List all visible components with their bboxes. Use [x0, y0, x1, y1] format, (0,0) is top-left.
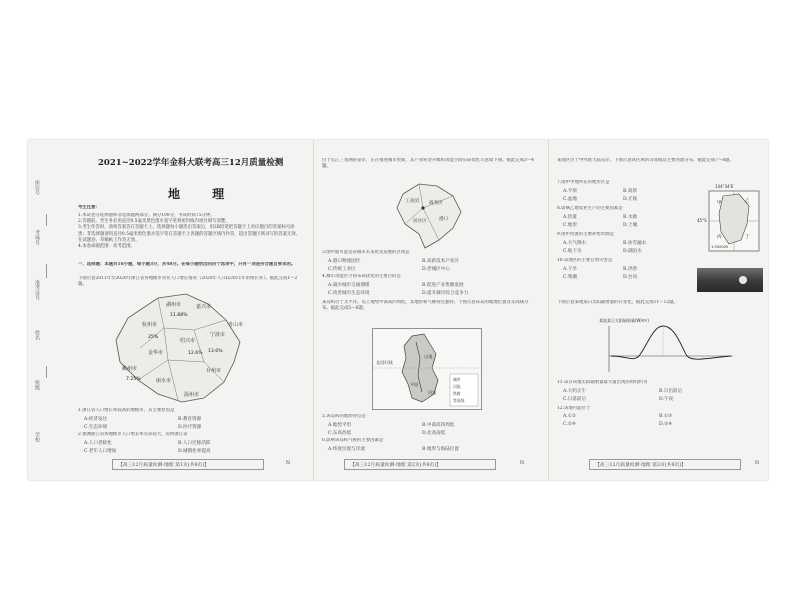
- island-map: [372, 328, 482, 410]
- question-3-option-a[interactable]: A.港口物流园区: [328, 259, 361, 264]
- question-3-option-b[interactable]: B.高新技术产业区: [422, 259, 459, 264]
- map-label-hangzhou: 杭州市: [142, 322, 158, 328]
- question-3-option-c[interactable]: C.传统工业区: [328, 267, 356, 272]
- page-3: [548, 140, 769, 480]
- question-1-option-d[interactable]: D.医疗资源: [178, 425, 202, 430]
- question-8-option-c[interactable]: C.地形: [563, 223, 577, 228]
- map-label-jiaxing: 嘉兴市: [196, 304, 212, 310]
- question-4-option-d[interactable]: D.提升城市综合竞争力: [422, 291, 469, 296]
- map-value: 7.25%: [126, 377, 141, 382]
- question-7-option-c[interactable]: C.盆地: [563, 197, 577, 202]
- sun-icon: [739, 276, 747, 284]
- question-11-option-c[interactable]: C.日落前后: [563, 397, 587, 402]
- legend-item: 等高线: [453, 398, 465, 403]
- question-12-option-c[interactable]: C.②④: [563, 422, 577, 427]
- question-8-stem: 8.影响乙地农业生产的主要因素是: [557, 206, 623, 211]
- page-2-footer-code: N: [520, 461, 525, 466]
- exam-sheet: [28, 140, 768, 480]
- map-label-taizhou: 台州市: [206, 368, 222, 374]
- section-intro: 下图示意2011年至2020年浙江省各地级市常住人口增长情况（2020年人口较2011年的增长率）。据此完成1～2题。: [78, 276, 298, 288]
- map-label-huzhou: 湖州市: [166, 302, 182, 308]
- question-2-option-d[interactable]: D.城镇化率提高: [178, 449, 211, 454]
- question-9-option-c[interactable]: C.地下水: [563, 249, 582, 254]
- binding-margin: [32, 180, 62, 470]
- map-label: 丙: [717, 235, 722, 240]
- page-2: [313, 140, 544, 480]
- map-label-jinhua: 金华市: [148, 350, 164, 356]
- question-8-option-b[interactable]: B.水源: [623, 215, 638, 220]
- map-label-zhoushan: 舟山市: [228, 322, 244, 328]
- question-10-option-d[interactable]: D.台风: [623, 275, 638, 280]
- legend-item: 城市: [453, 377, 461, 382]
- question-7-option-d[interactable]: D.丘陵: [623, 197, 638, 202]
- question-3-option-d[interactable]: D.老城区中心: [422, 267, 450, 272]
- map-label: 港口: [439, 217, 449, 222]
- map-label: 北回归线: [376, 360, 393, 365]
- question-12-option-d[interactable]: D.③④: [659, 422, 673, 427]
- question-5-option-a[interactable]: A.地势平坦: [328, 423, 352, 428]
- longitude-label: 144°34'E: [715, 184, 734, 189]
- curve-title: 某地某日太阳辐射量(W/m²): [599, 318, 649, 323]
- page-3-footer-code: N: [755, 461, 760, 466]
- map-label-wenzhou: 温州市: [184, 392, 200, 398]
- city-outline: [397, 184, 461, 248]
- map-label: 山地: [424, 354, 433, 359]
- map-value: 13.6%: [208, 349, 223, 354]
- side-label-ticket: 准考证号: [34, 280, 40, 300]
- region-map: [697, 182, 763, 258]
- question-9-option-d[interactable]: D.湖泊水: [623, 249, 642, 254]
- page-2-footer: 【高三12月质量检测·地理 第2页(共6页)】: [350, 463, 441, 468]
- question-10-option-c[interactable]: C.寒潮: [563, 275, 577, 280]
- question-12-option-a[interactable]: A.①②: [563, 414, 577, 419]
- question-9-option-b[interactable]: B.冰雪融水: [623, 241, 647, 246]
- map-value: 11.88%: [170, 313, 188, 318]
- side-label-school: 学校: [34, 432, 40, 442]
- question-11-option-a[interactable]: A.大约正午: [563, 389, 587, 394]
- map-value: 25%: [148, 335, 159, 340]
- question-6-stem: 6.影响该岛屿气候的主要因素是: [322, 438, 384, 443]
- map-label-quzhou: 衢州市: [122, 366, 138, 372]
- legend-item: 铁路: [453, 391, 461, 396]
- page-3-footer: 【高三12月质量检测·地理 第3页(共6页)】: [595, 463, 686, 468]
- question-7-stem: 7.图中甲地所在的地形区是: [557, 180, 610, 185]
- question-9-option-a[interactable]: A.大气降水: [563, 241, 587, 246]
- question-2-option-c[interactable]: C.老年人口增加: [84, 449, 117, 454]
- question-4-option-b[interactable]: B.促进产业集聚发展: [422, 283, 464, 288]
- radiation-curve-chart: [597, 316, 737, 376]
- page-1: [28, 140, 308, 480]
- intro-5-6: 某岛屿位于太平洋，岛上地势中部高四周低，其地形和气候特点独特。下图示意该岛的地理位置及等高线分布。据此完成5～6题。: [322, 300, 529, 312]
- map-label: 商务区: [429, 201, 443, 206]
- map-label-ningbo: 宁波市: [210, 332, 226, 338]
- question-2-stem: 2.推测浙江省各地级市人口增长率差异较大，说明浙江省: [78, 432, 188, 437]
- subject-title: 地 理: [168, 187, 239, 201]
- exam-title: 2021~2022学年金科大联考高三12月质量检测: [98, 158, 284, 168]
- zhejiang-map: [108, 290, 248, 405]
- page-1-footer-code: N: [286, 461, 291, 466]
- scale-label: 1:500000: [711, 245, 729, 249]
- map-value: 12.6%: [188, 351, 203, 356]
- question-5-option-c[interactable]: C.东高西低: [328, 431, 352, 436]
- question-4-option-a[interactable]: A.减少城市交通拥堵: [328, 283, 370, 288]
- question-11-option-b[interactable]: B.日出前后: [659, 389, 683, 394]
- question-8-option-a[interactable]: A.热量: [563, 215, 577, 220]
- map-label-lishui: 丽水市: [156, 378, 172, 384]
- question-10-option-b[interactable]: B.洪涝: [623, 267, 638, 272]
- question-1-option-c[interactable]: C.生态环境: [84, 425, 108, 430]
- intro-7-10: 某地区位于中纬度大陆东岸，下图示意该区域的等高线及主要河流分布。据此完成7～8题。: [557, 158, 734, 163]
- city-center-dot: [421, 206, 424, 209]
- latitude-label: 45°S: [697, 218, 707, 223]
- legend-item: 河流: [453, 384, 461, 389]
- question-11-stem: 11.该日该地太阳辐射量最大值出现的时间约为: [557, 380, 648, 385]
- question-7-option-a[interactable]: A.平原: [563, 189, 577, 194]
- side-line: [46, 264, 47, 278]
- map-label: 工业园: [405, 199, 419, 204]
- landscape-photo: [697, 268, 763, 292]
- question-7-option-b[interactable]: B.高原: [623, 189, 638, 194]
- map-label: 甲: [717, 201, 722, 206]
- notice-title: 考生注意：: [78, 205, 100, 210]
- question-4-stem: 4.城市功能区空间布局优化的主要目的是: [322, 274, 401, 279]
- side-label-name: 姓名: [34, 330, 40, 340]
- intro-11-12: 下图示意某地某日太阳辐射量的日变化。据此完成11～12题。: [557, 300, 678, 305]
- question-6-option-a[interactable]: A.纬度位置与洋流: [328, 447, 365, 452]
- notice-text: 1.本试卷分选择题和非选择题两部分。满分100分，考试时间75分钟。 2.答题前，考生务必用直径0.5毫米黑色墨水签字笔将密封线内项目填写清楚。 3.考生作答时，请将答案答在答题卡上。选择题每小题选出答案后，用2B铅笔把答题卡上对应题目的答案标号涂黑；非选择题请用直径0.5毫米黑色墨水签字笔在答题卡上各题的答题区域内作答，超出答题区域书写的答案无效，在试题卷、草稿纸上作答无效。 4.本卷命题范围：高考范围。: [78, 213, 301, 250]
- map-label: 乙: [745, 199, 750, 204]
- question-6-option-b[interactable]: B.地形与海陆位置: [422, 447, 459, 452]
- map-label: 平原: [410, 382, 419, 387]
- question-10-stem: 10.该地区的主要自然灾害是: [557, 258, 613, 263]
- question-1-option-b[interactable]: B.教育资源: [178, 417, 202, 422]
- city-map: [389, 178, 469, 250]
- question-5-stem: 5.该岛屿的地形特点是: [322, 414, 366, 419]
- question-12-stem: 12.该地可能位于: [557, 406, 591, 411]
- question-1-option-a[interactable]: A.经济发达: [84, 417, 108, 422]
- side-label-seat: 座位号: [34, 180, 40, 195]
- page-1-footer: 【高三12月质量检测·地理 第1页(共6页)】: [118, 463, 209, 468]
- map-label: 丁: [745, 235, 750, 240]
- question-3-stem: 3.图中最可能是该城市未来优先发展的区域是: [322, 250, 410, 255]
- radiation-curve: [611, 326, 731, 359]
- map-label: 河流: [428, 390, 437, 395]
- side-label-class: 班级: [34, 380, 40, 390]
- province-outline: [116, 294, 240, 402]
- map-label: 居住区: [413, 219, 427, 224]
- section-title: 一、选择题：本题共16小题，每小题3分，共48分。在每小题给出的四个选项中，只有一项是符合题目要求的。: [78, 262, 296, 267]
- map-label-shaoxing: 绍兴市: [180, 338, 196, 344]
- question-2-option-a[interactable]: A.人口老龄化: [84, 441, 112, 446]
- question-2-option-b[interactable]: B.人口迁移活跃: [178, 441, 211, 446]
- question-9-stem: 9.图中河流的主要补给水源是: [557, 232, 614, 237]
- side-label-room: 考场号: [34, 230, 40, 245]
- question-1-stem: 1.浙江省人口增长率较高的地级市，其主要原因是: [78, 408, 175, 413]
- question-12-option-b[interactable]: B.①③: [659, 414, 673, 419]
- intro-3-4: 位于长江三角洲的某市，正在推进城市更新，其产业转型升级和功能空间布局优化示意如下图。据此完成3～4题。: [322, 158, 534, 170]
- side-line: [46, 214, 47, 226]
- side-line: [46, 366, 47, 378]
- question-11-option-d[interactable]: D.午夜: [659, 397, 674, 402]
- question-5-option-b[interactable]: B.中部高四周低: [422, 423, 455, 428]
- question-5-option-d[interactable]: D.北高南低: [422, 431, 446, 436]
- question-10-option-a[interactable]: A.干旱: [563, 267, 577, 272]
- question-8-option-d[interactable]: D.土壤: [623, 223, 638, 228]
- question-4-option-c[interactable]: C.改善城市生态环境: [328, 291, 370, 296]
